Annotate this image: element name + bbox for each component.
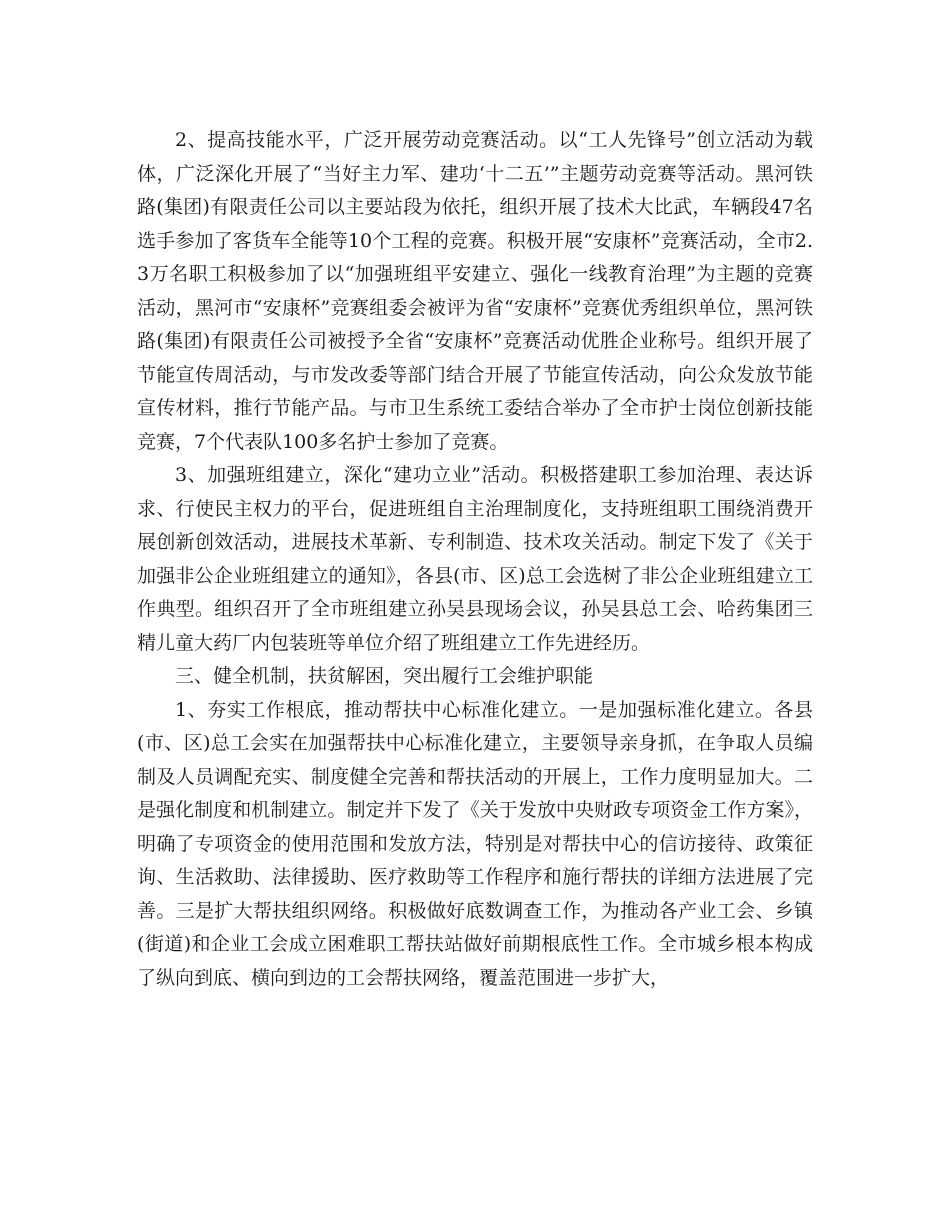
paragraph-team-building: 3、加强班组建立，深化“建功立业”活动。积极搭建职工参加治理、表达诉求、行使民主权力的平台，促进班组自主治理制度化，支持班组职工围绕消费开展创新创效活动，进展技术革新、专利制造、技术攻关活动。制定下发了《关于加强非公企业班组建立的通知》，各县(市、区)总工会选树了非公企业班组建立工作典型。组织召开了全市班组建立孙吴县现场会议，孙吴县总工会、哈药集团三精儿童大药厂内包装班等单位介绍了班组建立工作先进经历。 [137, 464, 813, 654]
section-heading: 三、健全机制，扶贫解困，突出履行工会维护职能 [175, 665, 594, 687]
paragraph-assistance-center: 1、夯实工作根底，推动帮扶中心标准化建立。一是加强标准化建立。各县(市、区)总工会实在加强帮扶中心标准化建立，主要领导亲身抓，在争取人员编制及人员调配充实、制度健全完善和帮扶活动的开展上，工作力度明显加大。二是强化制度和机制建立。制定并下发了《关于发放中央财政专项资金工作方案》，明确了专项资金的使用范围和发放方法，特别是对帮扶中心的信访接待、政策征询、生活救助、法律援助、医疗救助等工作程序和施行帮扶的详细方法进展了完善。三是扩大帮扶组织网络。积极做好底数调查工作，为推动各产业工会、乡镇(街道)和企业工会成立困难职工帮扶站做好前期根底性工作。全市城乡根本构成了纵向到底、横向到边的工会帮扶网络，覆盖范围进一步扩大， [137, 698, 813, 989]
document-body [137, 124, 813, 995]
paragraph-labor-competition: 2、提高技能水平，广泛开展劳动竞赛活动。以“工人先锋号”创立活动为载体，广泛深化开展了“当好主力军、建功‘十二五’”主题劳动竞赛等活动。黑河铁路(集团)有限责任公司以主要站段为依托，组织开展了技术大比武，车辆段47名选手参加了客货车全能等10个工程的竞赛。积极开展“安康杯”竞赛活动，全市2.3万名职工积极参加了以“加强班组平安建立、强化一线教育治理”为主题的竞赛活动，黑河市“安康杯”竞赛组委会被评为省“安康杯”竞赛优秀组织单位，黑河铁路(集团)有限责任公司被授予全省“安康杯”竞赛活动优胜企业称号。组织开展了节能宣传周活动，与市发改委等部门结合开展了节能宣传活动，向公众发放节能宣传材料，推行节能产品。与市卫生系统工委结合举办了全市护士岗位创新技能竞赛，7个代表队100多名护士参加了竞赛。 [137, 129, 813, 453]
